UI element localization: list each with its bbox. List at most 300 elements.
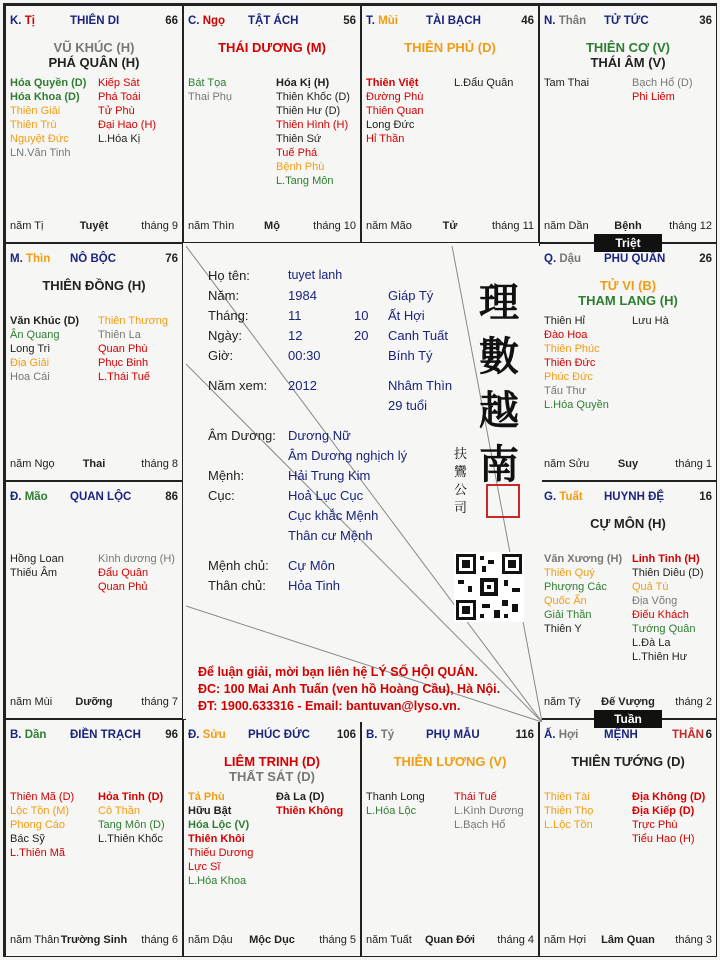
palace-age: 106	[336, 729, 356, 741]
minor-star: Tam Thai	[544, 77, 590, 89]
minor-star: Quan Phủ	[98, 581, 148, 593]
main-star: CỰ MÔN (H)	[590, 516, 666, 531]
branch-name: Tý	[380, 729, 395, 741]
minor-star: Quả Tú	[632, 581, 669, 593]
main-star: THIÊN PHỦ (D)	[404, 40, 496, 55]
minor-star: Phục Binh	[98, 357, 149, 369]
am-duong-label: Âm Dương:	[208, 428, 276, 443]
branch-stem: K.	[10, 15, 22, 27]
minor-star: Phong Cáo	[10, 819, 66, 831]
palace-stage: Tử	[442, 220, 458, 232]
menh-value: Hải Trung Kim	[288, 468, 371, 483]
minor-star: Hoa Cái	[10, 371, 50, 383]
palace-name: ĐIỀN TRẠCH	[70, 729, 141, 741]
ho-ten-value: tuyet lanh	[288, 268, 343, 282]
main-star: VŨ KHÚC (H)	[53, 40, 135, 55]
gio-label: Giờ:	[208, 348, 234, 363]
cuc-3-value: Thân cư Mệnh	[288, 528, 373, 543]
minor-star: Nguyệt Đức	[10, 133, 69, 145]
palace-header	[366, 15, 534, 31]
thang-can-chi: Ất Hợi	[388, 308, 425, 323]
palace-year: năm Dần	[544, 220, 589, 232]
minor-star: L.Kình Dương	[454, 805, 524, 817]
minor-star: Tiểu Hao (H)	[632, 833, 695, 845]
palace-month: tháng 5	[319, 934, 356, 946]
palace-huynh-de[interactable]	[539, 481, 717, 719]
palace-stage: Lâm Quan	[601, 934, 655, 946]
palace-dien-trach[interactable]	[5, 719, 183, 957]
palace-month: tháng 7	[141, 696, 178, 708]
minor-star: Trực Phù	[632, 819, 678, 831]
minor-star: Bệnh Phù	[276, 161, 325, 173]
gio-can-chi: Bính Tý	[388, 348, 433, 363]
star-list-right	[632, 552, 717, 664]
palace-stage: Trường Sinh	[60, 934, 128, 946]
minor-star: L.Hóa Khoa	[188, 875, 247, 887]
branch-name: Tuất	[559, 491, 583, 503]
palace-year: năm Sửu	[544, 458, 590, 470]
palace-name: HUYNH ĐỆ	[604, 491, 665, 503]
am-duong-2-value: Âm Dương nghịch lý	[288, 448, 408, 463]
seal-text: 扶鸞公司	[454, 447, 468, 516]
minor-star: L.Đẩu Quân	[454, 77, 514, 89]
branch-stem: N.	[544, 15, 556, 27]
minor-star: L.Lộc Tồn	[544, 819, 593, 831]
palace-footer	[544, 458, 712, 472]
palace-footer	[188, 220, 356, 234]
palace-stage: Mộc Dục	[249, 934, 295, 946]
menh-chu-value: Cự Môn	[288, 558, 335, 573]
palace-header	[10, 15, 178, 31]
tu-vi-chart	[3, 3, 717, 957]
branch-name: Mùi	[378, 15, 398, 27]
ngay-value: 12	[288, 328, 303, 343]
minor-star: Thiên Hỉ	[544, 315, 585, 327]
branch-stem: T.	[366, 15, 375, 27]
minor-star: Phá Toái	[98, 91, 141, 103]
minor-star: Thiên Hình (H)	[276, 119, 349, 131]
nam-label: Năm:	[208, 288, 240, 303]
branch-stem: Đ.	[10, 491, 22, 503]
thang-am: 10	[354, 308, 369, 323]
minor-star: Đà La (D)	[276, 791, 325, 803]
minor-star: Điếu Khách	[632, 609, 689, 621]
minor-star: Đường Phù	[366, 91, 424, 103]
palace-branch	[544, 491, 583, 503]
palace-name: TÀI BẠCH	[426, 15, 481, 27]
palace-header	[544, 253, 712, 269]
palace-tu-tuc[interactable]	[539, 5, 717, 243]
palace-age: 76	[165, 253, 178, 265]
minor-star: Phúc Đức	[544, 371, 593, 383]
palace-stage: Tuyệt	[79, 220, 109, 232]
minor-star: Kiếp Sát	[98, 77, 140, 89]
minor-star: Thiên La	[98, 329, 141, 341]
star-list-right	[276, 790, 361, 818]
minor-star: Hóa Khoa (D)	[10, 91, 80, 103]
palace-year: năm Tuất	[366, 934, 412, 946]
palace-year: năm Tị	[10, 220, 44, 232]
palace-stage: Mộ	[264, 220, 280, 232]
star-list-right	[632, 790, 717, 846]
minor-star: Ân Quang	[10, 329, 60, 341]
palace-name: THIÊN DI	[70, 15, 120, 27]
palace-name: TỬ TỨC	[604, 15, 649, 27]
ho-ten-label: Họ tên:	[208, 268, 250, 283]
minor-star: Đào Hoa	[544, 329, 588, 341]
thang-value: 11	[288, 308, 302, 323]
palace-year: năm Tý	[544, 696, 581, 708]
minor-star: Thiên Thọ	[544, 805, 594, 817]
minor-star: Hóa Kị (H)	[276, 77, 330, 89]
minor-star: Địa Không (D)	[632, 791, 706, 803]
cuc-2-value: Cục khắc Mệnh	[288, 508, 379, 523]
contact-line-3[interactable]: ĐT: 1900.633316 - Email: bantuvan@lyso.vn.	[198, 699, 461, 713]
minor-star: Thiên Quý	[544, 567, 595, 579]
minor-star: Tang Môn (D)	[98, 819, 165, 831]
palace-phu-quan[interactable]	[539, 243, 717, 481]
nam-xem-value: 2012	[288, 378, 317, 393]
minor-star: Thiên Việt	[366, 77, 419, 89]
palace-header	[544, 729, 712, 745]
palace-branch	[10, 491, 48, 503]
triet-tag: Triệt	[594, 234, 662, 252]
minor-star: Hóa Lộc (V)	[188, 819, 250, 831]
palace-name: PHỤ MẪU	[426, 729, 480, 741]
palace-header	[366, 729, 534, 745]
palace-month: tháng 10	[313, 220, 356, 232]
cuc-value: Hoả Lục Cục	[288, 488, 364, 503]
minor-star: Thiên Không	[276, 805, 344, 817]
palace-age: 116	[515, 729, 534, 741]
main-star: THẤT SÁT (D)	[229, 769, 315, 784]
branch-name: Tị	[24, 15, 35, 27]
star-list-right	[98, 76, 183, 146]
palace-branch	[544, 15, 586, 27]
minor-star: L.Hóa Kị	[98, 133, 141, 145]
tuan-tag: Tuần	[594, 710, 662, 728]
minor-star: Quan Phù	[98, 343, 148, 355]
palace-footer	[188, 934, 356, 948]
star-list-left	[10, 552, 96, 580]
minor-star: Lực Sĩ	[188, 861, 221, 873]
palace-tai-bach[interactable]	[361, 5, 539, 243]
palace-year: năm Thìn	[188, 220, 235, 232]
calligraphy-char-2: 數	[479, 333, 519, 380]
palace-name: PHÚC ĐỨC	[248, 729, 310, 741]
palace-footer	[544, 696, 712, 710]
minor-star: Bạch Hổ (D)	[632, 77, 693, 89]
minor-star: Thiên Phúc	[544, 343, 600, 355]
branch-stem: C.	[188, 15, 200, 27]
star-list-left	[188, 790, 274, 888]
branch-name: Thìn	[25, 253, 51, 265]
thang-label: Tháng:	[208, 308, 249, 323]
star-list-right	[632, 76, 717, 104]
palace-footer	[544, 934, 712, 948]
tuoi-value: 29 tuổi	[388, 398, 428, 413]
palace-branch	[544, 253, 581, 265]
palace-branch	[10, 253, 50, 265]
palace-age: 6	[705, 729, 712, 741]
minor-star: L.Thiên Mã	[10, 847, 66, 859]
star-list-left	[10, 76, 96, 160]
branch-name: Ngọ	[202, 15, 226, 27]
palace-footer	[10, 696, 178, 710]
palace-name: PHU QUÂN	[604, 253, 666, 265]
minor-star: L.Thiên Khốc	[98, 833, 163, 845]
palace-month: tháng 2	[675, 696, 712, 708]
minor-star: Thiên Khôi	[188, 833, 245, 845]
palace-month: tháng 8	[141, 458, 178, 470]
minor-star: Địa Kiếp (D)	[632, 805, 695, 817]
star-list-right	[454, 790, 539, 832]
calligraphy-logo	[474, 276, 524, 492]
minor-star: L.Đà La	[632, 637, 671, 649]
main-star: THIÊN ĐỒNG (H)	[42, 278, 146, 293]
minor-star: Thiên Đức	[544, 357, 596, 369]
palace-month: tháng 12	[669, 220, 712, 232]
than-marker: THÂN	[672, 729, 704, 741]
minor-star: Lưu Hà	[632, 315, 669, 327]
cuc-label: Cục:	[208, 488, 235, 503]
palace-branch	[10, 15, 35, 27]
main-star: THIÊN LƯƠNG (V)	[393, 754, 507, 769]
palace-quan-loc[interactable]	[5, 481, 183, 719]
minor-star: L.Bạch Hổ	[454, 819, 506, 831]
palace-stage: Thai	[82, 458, 106, 470]
minor-star: Linh Tinh (H)	[632, 553, 700, 565]
minor-star: Hỉ Thần	[366, 133, 405, 145]
branch-name: Hợi	[558, 729, 579, 741]
minor-star: Hóa Quyền (D)	[10, 77, 87, 89]
than-chu-value: Hỏa Tinh	[288, 578, 341, 593]
palace-age: 86	[165, 491, 178, 503]
minor-star: Thiếu Âm	[10, 567, 58, 579]
minor-star: Văn Xương (H)	[544, 553, 623, 565]
minor-star: Hỏa Tinh (D)	[98, 791, 164, 803]
palace-footer	[366, 220, 534, 234]
palace-tat-ach[interactable]	[183, 5, 361, 243]
minor-star: Tả Phù	[188, 791, 225, 803]
palace-footer	[10, 934, 178, 948]
minor-star: Bác Sỹ	[10, 833, 45, 845]
palace-year: năm Dậu	[188, 934, 233, 946]
minor-star: Đẩu Quân	[98, 567, 149, 579]
main-star: THÁI ÂM (V)	[590, 55, 666, 70]
palace-stage: Đế Vượng	[601, 696, 655, 708]
qr-code-icon[interactable]	[454, 552, 524, 622]
main-star: THAM LANG (H)	[578, 293, 678, 308]
minor-star: Địa Võng	[632, 595, 678, 607]
contact-block	[198, 664, 500, 715]
star-list-left	[10, 314, 96, 384]
main-star: THÁI DƯƠNG (M)	[218, 40, 326, 55]
menh-chu-label: Mệnh chủ:	[208, 558, 269, 573]
ho-ten-row	[208, 268, 250, 283]
minor-star: Tử Phù	[98, 105, 135, 117]
minor-star: Kình dương (H)	[98, 553, 175, 565]
minor-star: Đại Hao (H)	[98, 119, 157, 131]
palace-footer	[10, 220, 178, 234]
contact-line-1: Để luận giải, mời bạn liên hệ LÝ SỐ HỘI QUÁN.	[198, 665, 478, 679]
minor-star: Tướng Quân	[632, 623, 696, 635]
palace-age: 66	[165, 15, 178, 27]
branch-name: Sửu	[202, 729, 226, 741]
palace-footer	[544, 220, 712, 234]
star-list-right	[454, 76, 539, 90]
palace-month: tháng 3	[675, 934, 712, 946]
palace-name: TẬT ÁCH	[248, 15, 299, 27]
minor-star: L.Hóa Quyền	[544, 399, 609, 411]
star-list-left	[544, 314, 630, 412]
palace-header	[10, 253, 178, 269]
palace-year: năm Mùi	[10, 696, 53, 708]
nam-xem-label: Năm xem:	[208, 378, 268, 393]
minor-star: Thiên Thương	[98, 315, 169, 327]
star-list-left	[544, 790, 630, 832]
palace-name: MỆNH	[604, 729, 638, 741]
minor-star: Lộc Tồn (M)	[10, 805, 70, 817]
minor-star: Địa Giải	[10, 357, 50, 369]
palace-month: tháng 1	[675, 458, 712, 470]
minor-star: Thai Phụ	[188, 91, 233, 103]
minor-star: Thiên Quan	[366, 105, 424, 117]
palace-year: năm Thân	[10, 934, 60, 946]
minor-star: Thái Tuế	[454, 791, 497, 803]
minor-star: L.Hóa Lộc	[366, 805, 417, 817]
palace-footer	[366, 934, 534, 948]
palace-thien-di[interactable]	[5, 5, 183, 243]
palace-month: tháng 6	[141, 934, 178, 946]
star-list-left	[366, 790, 452, 818]
star-list-left	[366, 76, 452, 146]
ngay-label: Ngày:	[208, 328, 242, 343]
nam-value: 1984	[288, 288, 317, 303]
palace-year: năm Hợi	[544, 934, 587, 946]
palace-stage: Suy	[617, 458, 639, 470]
am-duong-value: Dương Nữ	[288, 428, 351, 443]
palace-branch	[188, 15, 225, 27]
branch-stem: B.	[366, 729, 378, 741]
minor-star: Phi Liêm	[632, 91, 675, 103]
minor-star: Thiên Trù	[10, 119, 57, 131]
branch-stem: Đ.	[188, 729, 200, 741]
minor-star: L.Thiên Hư	[632, 651, 688, 663]
nam-can-chi: Giáp Tý	[388, 288, 434, 303]
palace-age: 96	[165, 729, 178, 741]
than-chu-label: Thân chủ:	[208, 578, 266, 593]
minor-star: L.Thái Tuế	[98, 371, 150, 383]
minor-star: Cô Thần	[98, 805, 140, 817]
star-list-right	[632, 314, 717, 328]
star-list-left	[544, 552, 630, 636]
palace-no-boc[interactable]	[5, 243, 183, 481]
minor-star: Thanh Long	[366, 791, 425, 803]
contact-line-2: ĐC: 100 Mai Anh Tuấn (ven hồ Hoàng Cầu), Hà Nội.	[198, 682, 501, 696]
minor-star: Thiếu Dương	[188, 847, 254, 859]
minor-star: Thiên Y	[544, 623, 582, 635]
star-list-right	[98, 552, 183, 594]
ngay-am: 20	[354, 328, 369, 343]
palace-stage: Bệnh	[614, 220, 642, 232]
palace-footer	[10, 458, 178, 472]
palace-stage: Quan Đới	[425, 934, 475, 946]
palace-header	[544, 15, 712, 31]
calligraphy-char-4: 南	[479, 441, 519, 488]
ngay-can-chi: Canh Tuất	[388, 328, 448, 343]
calligraphy-char-3: 越	[479, 387, 519, 434]
minor-star: Long Đức	[366, 119, 415, 131]
center-info-panel	[186, 246, 542, 722]
minor-star: Bát Tọa	[188, 77, 227, 89]
red-seal-icon	[486, 484, 520, 518]
star-list-left	[188, 76, 274, 104]
star-list-right	[276, 76, 361, 188]
minor-star: Thiên Giải	[10, 105, 61, 117]
branch-name: Thân	[558, 15, 587, 27]
palace-header	[188, 15, 356, 31]
palace-header	[188, 729, 356, 745]
gio-value: 00:30	[288, 348, 321, 363]
star-list-right	[98, 790, 183, 846]
star-list-left	[544, 76, 630, 90]
branch-stem: Ấ.	[544, 729, 556, 741]
minor-star: Văn Khúc (D)	[10, 315, 80, 327]
palace-age: 26	[699, 253, 712, 265]
palace-branch	[188, 729, 226, 741]
palace-branch	[544, 729, 578, 741]
palace-phuc-duc[interactable]	[183, 719, 361, 957]
minor-star: Long Trì	[10, 343, 51, 355]
palace-phu-mau[interactable]	[361, 719, 539, 957]
main-star: THIÊN CƠ (V)	[585, 40, 671, 55]
minor-star: Quốc Ấn	[544, 595, 587, 607]
main-star: PHÁ QUÂN (H)	[48, 55, 140, 70]
palace-branch	[366, 15, 398, 27]
minor-star: Hữu Bật	[188, 805, 232, 817]
branch-name: Dần	[24, 729, 47, 741]
minor-star: Tấu Thư	[544, 385, 587, 397]
palace-header	[544, 491, 712, 507]
star-list-right	[98, 314, 183, 384]
palace-month: tháng 11	[491, 220, 534, 232]
minor-star: LN.Văn Tinh	[10, 147, 71, 159]
palace-year: năm Mão	[366, 220, 412, 232]
minor-star: Tuế Phá	[276, 147, 318, 159]
branch-name: Mão	[24, 491, 48, 503]
branch-stem: M.	[10, 253, 23, 265]
calligraphy-char-1: 理	[479, 279, 519, 326]
minor-star: Thiên Khốc (D)	[276, 91, 350, 103]
palace-age: 56	[343, 15, 356, 27]
palace-menh[interactable]	[539, 719, 717, 957]
minor-star: Thiên Tài	[544, 791, 590, 803]
palace-name: NÔ BỘC	[70, 253, 116, 265]
palace-header	[10, 729, 178, 745]
palace-name: QUAN LỘC	[70, 491, 132, 503]
menh-label: Mệnh:	[208, 468, 245, 483]
palace-branch	[10, 729, 46, 741]
minor-star: Hồng Loan	[10, 553, 64, 565]
palace-age: 36	[699, 15, 712, 27]
main-star: TỬ VI (B)	[599, 278, 657, 293]
branch-stem: B.	[10, 729, 22, 741]
branch-stem: G.	[544, 491, 557, 503]
palace-age: 16	[699, 491, 712, 503]
main-star: THIÊN TƯỚNG (D)	[571, 754, 685, 769]
palace-month: tháng 4	[497, 934, 534, 946]
